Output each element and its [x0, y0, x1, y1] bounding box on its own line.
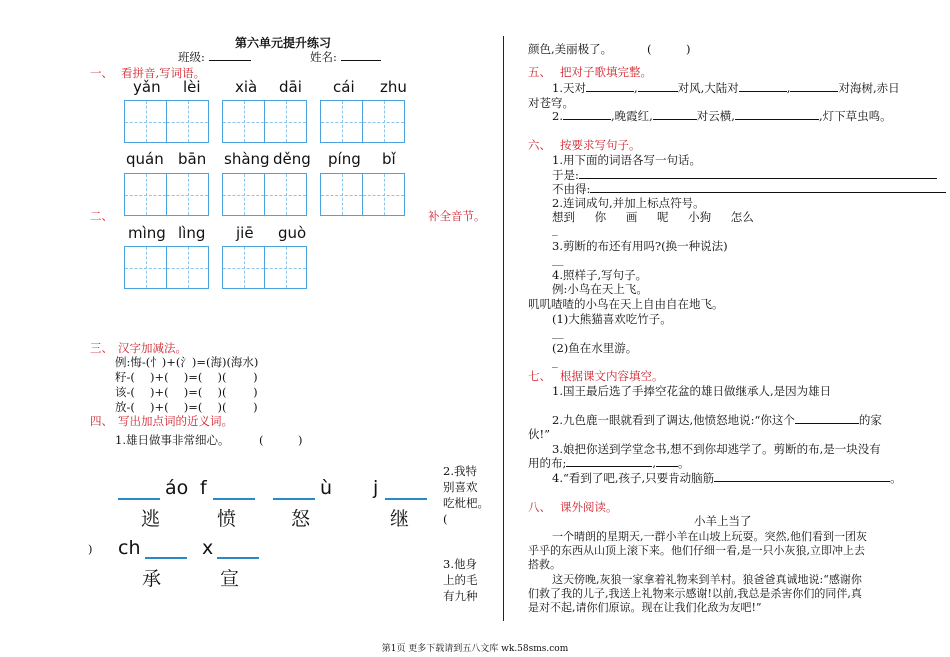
stray-paren: )	[88, 542, 93, 556]
char-math-line[interactable]: 籽-( )+( )=( )( )	[115, 370, 258, 384]
pinyin: yǎn	[133, 78, 161, 96]
writing-grid-cell[interactable]	[166, 100, 209, 143]
answer-mark[interactable]: __	[552, 252, 564, 266]
q7-2: 2.九色鹿一眼就看到了调达,他愤怒地说:“你这个 的家	[552, 413, 882, 427]
section-4-heading: 写出加点词的近义词。	[118, 414, 233, 428]
pinyin: cái	[333, 78, 355, 96]
pinyin: lèi	[183, 78, 201, 96]
story-title: 小羊上当了	[694, 514, 752, 528]
writing-grid-cell[interactable]	[166, 173, 209, 216]
example-line: 例:悔-(忄)+(氵)=(海)(海水)	[115, 355, 259, 369]
q6-2: 2.连词成句,并加上标点符号。	[552, 196, 705, 210]
continued-text: 颜色,美丽极了。	[528, 42, 613, 56]
writing-grid-cell[interactable]	[264, 246, 307, 289]
writing-grid-cell[interactable]	[222, 246, 265, 289]
pinyin: píng	[328, 150, 361, 168]
q6-3: 3.剪断的布还有用吗?(换一种说法)	[552, 239, 728, 253]
syllable-blank[interactable]	[118, 498, 160, 500]
name-input[interactable]	[341, 49, 381, 61]
column-divider	[503, 36, 504, 621]
couplet-line-1: 1.天对 , 对风,大陆对 , 对海树,赤日	[552, 81, 900, 95]
pinyin: dāi	[279, 78, 302, 96]
q7-2-cont: 伙!”	[528, 427, 551, 441]
syllable-part: ù	[320, 477, 333, 499]
writing-grid-cell[interactable]	[320, 173, 363, 216]
syllable-blank[interactable]	[273, 498, 315, 500]
class-field	[178, 49, 251, 65]
syllable-char: 愤	[217, 508, 237, 530]
section-8-heading: 课外阅读。	[560, 500, 618, 514]
writing-grid-cell[interactable]	[362, 100, 405, 143]
syllable-char: 怒	[291, 508, 311, 530]
q6-4: 4.照样子,写句子。	[552, 268, 648, 282]
pinyin: guò	[278, 224, 307, 242]
writing-grid-cell[interactable]	[320, 100, 363, 143]
answer-mark[interactable]: __	[552, 325, 564, 339]
pinyin: děng	[273, 150, 311, 168]
answer-paren[interactable]: ( )	[647, 42, 691, 56]
story-paragraph: 一个晴朗的星期天,一群小羊在山坡上玩耍。突然,他们看到一团灰	[552, 530, 867, 543]
syllable-blank[interactable]	[145, 557, 187, 559]
char-math-line[interactable]: 该-( )+( )=( )( )	[115, 385, 258, 399]
section-3-heading: 汉字加减法。	[118, 341, 187, 355]
section-5-heading: 把对子歌填完整。	[560, 65, 652, 79]
writing-grid-cell[interactable]	[362, 173, 405, 216]
writing-grid-cell[interactable]	[166, 246, 209, 289]
pinyin: zhu	[380, 78, 407, 96]
char-math-line[interactable]: 放-( )+( )=( )( )	[115, 400, 258, 414]
practice-1: (1)大熊猫喜欢吃竹子。	[552, 312, 672, 326]
syllable-part: ch	[118, 537, 141, 559]
section-1-number: 一、	[90, 66, 113, 80]
syllable-blank[interactable]	[385, 498, 427, 500]
buyoude-line: 不由得:	[552, 181, 946, 197]
class-input[interactable]	[209, 49, 251, 61]
question-4-1: 1.雄日做事非常细心。	[115, 433, 230, 447]
section-6-heading: 按要求写句子。	[560, 138, 641, 152]
syllable-part: j	[373, 477, 379, 499]
section-4-number: 四、	[90, 414, 113, 428]
section-2-heading: 补全音节。	[428, 209, 486, 223]
yushi-line: 于是:	[552, 167, 937, 183]
writing-grid-cell[interactable]	[264, 100, 307, 143]
syllable-blank[interactable]	[213, 498, 255, 500]
story-paragraph: 乎乎的东西从山顶上滚下来。他们仔细一看,是一只小灰狼,立即冲上去	[528, 544, 865, 557]
answer-paren[interactable]: ( )	[259, 433, 303, 447]
q7-3-cont: 用的布; , 。	[528, 456, 690, 470]
couplet-line-2: 2. ,晚霞红, 对云横, ,灯下草虫鸣。	[552, 109, 892, 123]
syllable-part: áo	[165, 477, 189, 499]
story-paragraph: 这天傍晚,灰狼一家拿着礼物来到羊村。狼爸爸真诚地说:“感谢你	[552, 573, 862, 586]
writing-grid-cell[interactable]	[124, 100, 167, 143]
syllable-part: f	[200, 477, 207, 499]
pinyin: bān	[178, 150, 207, 168]
section-5-number: 五、	[528, 65, 551, 79]
section-7-heading: 根据课文内容填空。	[560, 369, 664, 383]
couplet-line-1-cont: 对苍穹。	[528, 96, 574, 110]
sentence-input[interactable]	[590, 181, 946, 193]
story-paragraph: 是对不起,请你们原谅。现在让我们化敌为友吧!”	[528, 601, 762, 614]
syllable-part: x	[202, 537, 214, 559]
section-8-number: 八、	[528, 500, 551, 514]
example-sentence-expanded: 叽叽喳喳的小鸟在天上自由自在地飞。	[528, 297, 724, 311]
question-4-3: 3.他身 上的毛 有九种	[443, 557, 478, 603]
section-6-number: 六、	[528, 138, 551, 152]
writing-grid-cell[interactable]	[124, 173, 167, 216]
name-field	[310, 49, 381, 65]
pinyin: jiē	[236, 224, 254, 242]
q7-4: 4.“看到了吧,孩子,只要肯动脑筋 。	[552, 471, 902, 485]
question-4-2: 2.我特 别喜欢 吃枇杷。 (	[443, 464, 489, 526]
section-2-number: 二、	[90, 209, 113, 223]
name-label: 姓名:	[310, 50, 337, 64]
writing-grid-cell[interactable]	[222, 173, 265, 216]
story-paragraph: 搭救。	[528, 558, 561, 571]
example-sentence: 例:小鸟在天上飞。	[552, 282, 648, 296]
section-1-heading: 看拼音,写词语。	[121, 66, 206, 80]
q6-1: 1.用下面的词语各写一句话。	[552, 153, 701, 167]
section-3-number: 三、	[90, 341, 113, 355]
practice-2: (2)鱼在水里游。	[552, 341, 638, 355]
syllable-char: 承	[142, 568, 162, 590]
answer-mark[interactable]: _	[552, 222, 558, 236]
syllable-char: 继	[390, 508, 410, 530]
pinyin: shàng	[224, 150, 270, 168]
story-paragraph: 们救了我的儿子,我送上礼物来示感谢!以前,我总是杀害你们的同伴,真	[528, 587, 862, 600]
word-list: 想到 你 画 呢 小狗 怎么	[552, 210, 754, 224]
syllable-blank[interactable]	[217, 557, 259, 559]
writing-grid-cell[interactable]	[264, 173, 307, 216]
class-label: 班级:	[178, 50, 205, 64]
writing-grid-cell[interactable]	[222, 100, 265, 143]
page-title: 第六单元提升练习	[235, 36, 332, 50]
section-7-number: 七、	[528, 369, 551, 383]
syllable-char: 宣	[220, 568, 240, 590]
sentence-input[interactable]	[579, 167, 937, 179]
writing-grid-cell[interactable]	[124, 246, 167, 289]
pinyin: bǐ	[382, 150, 396, 168]
pinyin: mìng	[128, 224, 166, 242]
answer-mark[interactable]: _	[552, 354, 558, 368]
q7-3: 3.娘把你送到学堂念书,想不到你却逃学了。剪断的布,是一块没有	[552, 442, 881, 456]
q7-1: 1.国王最后选了手捧空花盆的雄日做继承人,是因为雄日	[552, 384, 832, 398]
syllable-char: 逃	[141, 508, 161, 530]
page-footer: 第1页 更多下载请到五八文库 wk.58sms.com	[381, 644, 569, 654]
pinyin: quán	[126, 150, 164, 168]
pinyin: xià	[235, 78, 258, 96]
pinyin: lìng	[178, 224, 206, 242]
